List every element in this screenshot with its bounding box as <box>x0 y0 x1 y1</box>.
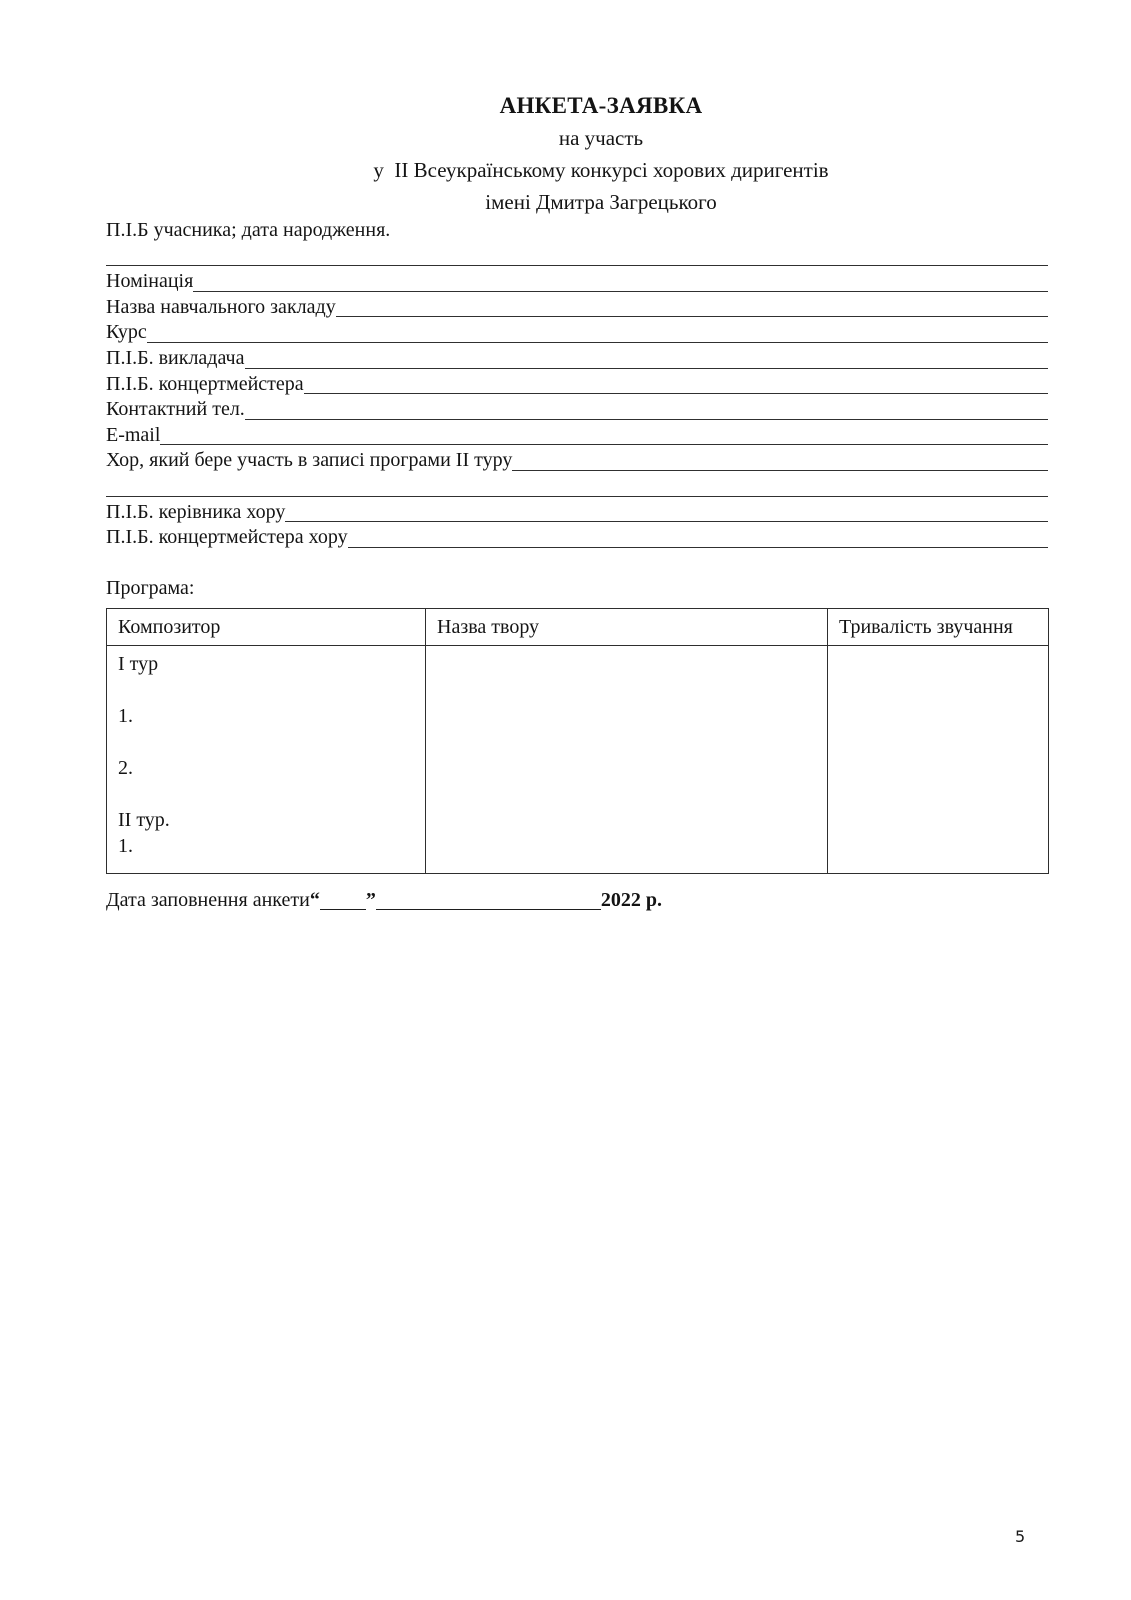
column-header-work-title: Назва твору <box>426 608 828 645</box>
field-teacher-name <box>106 346 1048 372</box>
column-header-composer: Композитор <box>107 608 426 645</box>
cell-line-blank <box>118 677 415 703</box>
field-label: Курс <box>106 321 147 344</box>
blank-underline <box>245 368 1049 369</box>
form-heading <box>106 90 1096 218</box>
form-subtitle-competition: у II Всеукраїнському конкурсі хорових диригентів <box>373 158 829 182</box>
field-label: Контактний тел. <box>106 398 245 421</box>
cell-line-item1: 1. <box>118 704 133 727</box>
cell-line-blank <box>118 781 415 807</box>
cell-line-blank <box>118 729 415 755</box>
month-blank-underline <box>376 909 601 910</box>
field-course <box>106 320 1048 346</box>
blank-underline <box>512 470 1048 471</box>
field-contact-phone <box>106 397 1048 423</box>
open-quote: “ <box>309 888 320 911</box>
duration-cell <box>828 645 1049 873</box>
program-table-body-row <box>107 645 1049 873</box>
year-suffix: 2022 р. <box>600 888 662 911</box>
field-choir-second-round <box>106 448 1048 474</box>
cell-line-item2: 2. <box>118 756 133 779</box>
blank-underline <box>106 496 1048 497</box>
field-label: Хор, який бере участь в записі програми II туру <box>106 449 513 472</box>
program-table-header-row <box>107 608 1049 645</box>
composer-cell <box>107 645 426 873</box>
field-label: П.І.Б. концертмейстера хору <box>106 526 348 549</box>
field-institution-name <box>106 295 1048 321</box>
field-choir-concertmaster-name <box>106 525 1048 551</box>
blank-underline <box>193 291 1048 292</box>
date-label: Дата заповнення анкети <box>106 888 310 911</box>
cell-line-round1: I тур <box>118 652 159 675</box>
field-label: П.І.Б. концертмейстера <box>106 372 304 395</box>
form-document <box>106 0 1048 913</box>
form-title: АНКЕТА-ЗАЯВКА <box>499 93 703 118</box>
blank-underline <box>304 393 1048 394</box>
work-title-cell <box>426 645 828 873</box>
form-fields <box>106 218 1048 551</box>
cell-line-round2: II тур. <box>118 808 170 831</box>
field-label: П.І.Б учасника; дата народження. <box>106 219 391 241</box>
field-label: Назва навчального закладу <box>106 295 336 318</box>
blank-underline <box>147 342 1048 343</box>
field-choir-director-name <box>106 500 1048 526</box>
field-email <box>106 423 1048 449</box>
field-label: Номінація <box>106 270 194 293</box>
field-concertmaster-name <box>106 372 1048 398</box>
field-label: E-mail <box>106 423 161 446</box>
form-subtitle-named-after: імені Дмитра Загрецького <box>485 190 717 214</box>
column-header-duration: Тривалість звучання <box>828 608 1049 645</box>
field-choir-second-round-blank-line <box>106 474 1048 500</box>
close-quote: ” <box>365 888 376 911</box>
date-filled-line <box>106 887 1048 913</box>
field-nomination <box>106 269 1048 295</box>
field-participant-name-dob <box>106 218 1048 244</box>
blank-underline <box>106 265 1048 266</box>
form-subtitle-participation: на участь <box>558 126 644 150</box>
field-participant-name-dob-blank-line <box>106 244 1048 270</box>
blank-underline <box>348 547 1048 548</box>
blank-underline <box>245 419 1048 420</box>
blank-underline <box>160 444 1048 445</box>
page-number: 5 <box>1015 1527 1026 1546</box>
blank-underline <box>336 316 1048 317</box>
blank-underline <box>285 521 1048 522</box>
program-table <box>106 608 1049 874</box>
day-blank-underline <box>320 909 366 910</box>
field-label: П.І.Б. викладача <box>106 346 245 369</box>
program-section-label: Програма: <box>106 576 195 599</box>
field-label: П.І.Б. керівника хору <box>106 500 286 523</box>
cell-line-round2-item1: 1. <box>118 834 133 857</box>
